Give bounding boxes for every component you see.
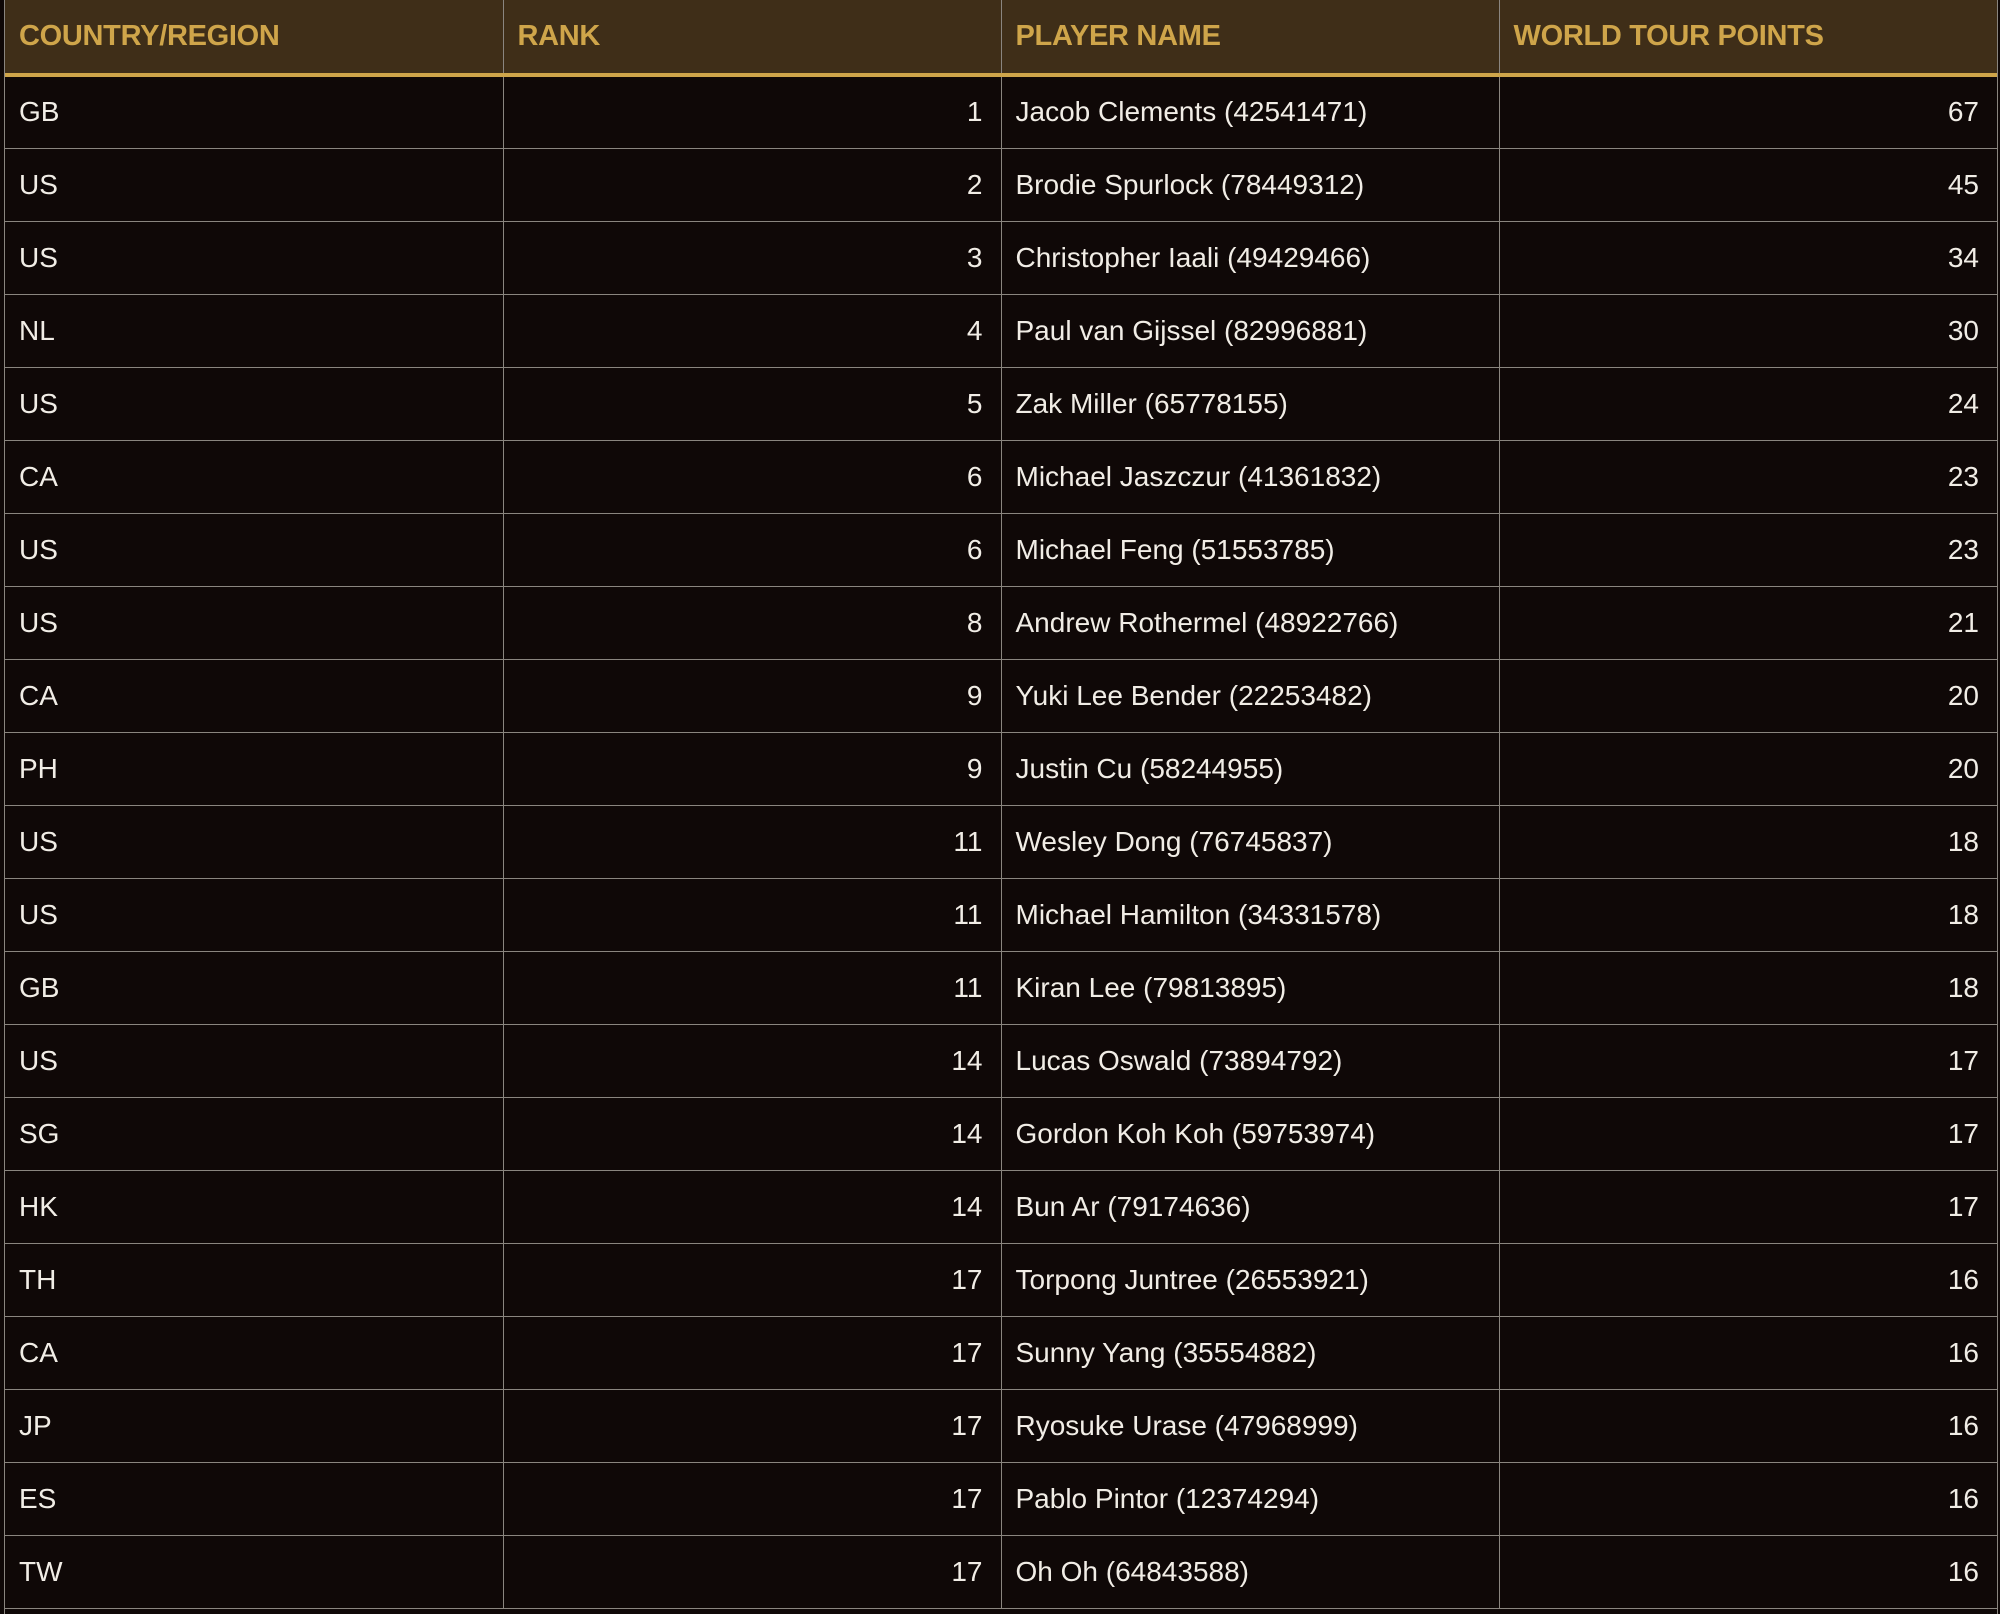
rank-cell: 3	[503, 221, 1001, 294]
country-cell: US	[5, 805, 503, 878]
header-player-name[interactable]: PLAYER NAME	[1001, 0, 1499, 75]
country-cell: CA	[5, 1316, 503, 1389]
country-cell: US	[5, 1024, 503, 1097]
points-cell: 16	[1499, 1243, 1997, 1316]
table-row	[5, 1243, 1997, 1316]
points-cell: 17	[1499, 1170, 1997, 1243]
points-cell: 24	[1499, 367, 1997, 440]
country-cell: PH	[5, 732, 503, 805]
player-name-cell: Pablo Pintor (12374294)	[1001, 1462, 1499, 1535]
country-cell: ES	[5, 1462, 503, 1535]
rank-cell: 17	[503, 1316, 1001, 1389]
player-name-cell: Justin Cu (58244955)	[1001, 732, 1499, 805]
country-cell: US	[5, 513, 503, 586]
points-cell: 21	[1499, 586, 1997, 659]
player-name-cell: Lucas Oswald (73894792)	[1001, 1024, 1499, 1097]
points-cell: 67	[1499, 75, 1997, 148]
country-cell: TW	[5, 1535, 503, 1608]
rank-cell: 6	[503, 440, 1001, 513]
country-cell: CA	[5, 440, 503, 513]
rank-cell: 14	[503, 1024, 1001, 1097]
table-row	[5, 805, 1997, 878]
rank-cell: 14	[503, 1097, 1001, 1170]
table-row	[5, 1316, 1997, 1389]
table-row	[5, 1024, 1997, 1097]
table-row	[5, 732, 1997, 805]
table-row	[5, 659, 1997, 732]
player-name-cell: Bun Ar (79174636)	[1001, 1170, 1499, 1243]
player-name-cell: Kiran Lee (79813895)	[1001, 951, 1499, 1024]
table-row	[5, 148, 1997, 221]
table-row	[5, 221, 1997, 294]
table-row	[5, 513, 1997, 586]
player-name-cell: Gordon Koh Koh (59753974)	[1001, 1097, 1499, 1170]
table-row	[5, 367, 1997, 440]
points-cell: 45	[1499, 148, 1997, 221]
points-cell: 17	[1499, 1097, 1997, 1170]
country-cell: GB	[5, 951, 503, 1024]
points-cell: 16	[1499, 1316, 1997, 1389]
table-row	[5, 1462, 1997, 1535]
points-cell: 20	[1499, 732, 1997, 805]
rank-cell: 17	[503, 1389, 1001, 1462]
rank-cell: 8	[503, 586, 1001, 659]
player-name-cell: Zak Miller (65778155)	[1001, 367, 1499, 440]
country-cell: HK	[5, 1170, 503, 1243]
rank-cell: 17	[503, 1243, 1001, 1316]
rank-cell: 11	[503, 951, 1001, 1024]
player-name-cell: Oh Oh (64843588)	[1001, 1535, 1499, 1608]
player-name-cell: Torpong Juntree (26553921)	[1001, 1243, 1499, 1316]
points-cell: 23	[1499, 513, 1997, 586]
rank-cell: 11	[503, 805, 1001, 878]
country-cell: SG	[5, 1097, 503, 1170]
rank-cell: 9	[503, 732, 1001, 805]
player-name-cell: Michael Feng (51553785)	[1001, 513, 1499, 586]
rank-cell: 11	[503, 878, 1001, 951]
points-cell: 18	[1499, 805, 1997, 878]
player-name-cell: Sunny Yang (35554882)	[1001, 1316, 1499, 1389]
points-cell: 16	[1499, 1462, 1997, 1535]
rank-cell: 17	[503, 1462, 1001, 1535]
points-cell: 30	[1499, 294, 1997, 367]
header-row	[5, 0, 1997, 75]
rankings-table	[5, 0, 1997, 1609]
table-row	[5, 440, 1997, 513]
table-row	[5, 586, 1997, 659]
player-name-cell: Brodie Spurlock (78449312)	[1001, 148, 1499, 221]
country-cell: US	[5, 367, 503, 440]
country-cell: CA	[5, 659, 503, 732]
player-name-cell: Jacob Clements (42541471)	[1001, 75, 1499, 148]
rank-cell: 1	[503, 75, 1001, 148]
rank-cell: 9	[503, 659, 1001, 732]
player-name-cell: Paul van Gijssel (82996881)	[1001, 294, 1499, 367]
country-cell: NL	[5, 294, 503, 367]
header-rank[interactable]: RANK	[503, 0, 1001, 75]
country-cell: US	[5, 586, 503, 659]
country-cell: TH	[5, 1243, 503, 1316]
points-cell: 23	[1499, 440, 1997, 513]
table-row	[5, 1170, 1997, 1243]
country-cell: JP	[5, 1389, 503, 1462]
header-world-tour-points[interactable]: WORLD TOUR POINTS	[1499, 0, 1997, 75]
player-name-cell: Ryosuke Urase (47968999)	[1001, 1389, 1499, 1462]
table-row	[5, 75, 1997, 148]
player-name-cell: Christopher Iaali (49429466)	[1001, 221, 1499, 294]
points-cell: 16	[1499, 1389, 1997, 1462]
points-cell: 17	[1499, 1024, 1997, 1097]
rankings-table-container	[4, 0, 1998, 1614]
player-name-cell: Andrew Rothermel (48922766)	[1001, 586, 1499, 659]
table-row	[5, 1097, 1997, 1170]
rank-cell: 2	[503, 148, 1001, 221]
header-country-region[interactable]: COUNTRY/REGION	[5, 0, 503, 75]
country-cell: GB	[5, 75, 503, 148]
rank-cell: 17	[503, 1535, 1001, 1608]
table-row	[5, 1535, 1997, 1608]
points-cell: 18	[1499, 878, 1997, 951]
table-row	[5, 294, 1997, 367]
rank-cell: 6	[503, 513, 1001, 586]
player-name-cell: Wesley Dong (76745837)	[1001, 805, 1499, 878]
player-name-cell: Michael Jaszczur (41361832)	[1001, 440, 1499, 513]
country-cell: US	[5, 878, 503, 951]
points-cell: 20	[1499, 659, 1997, 732]
table-body	[5, 75, 1997, 1608]
country-cell: US	[5, 148, 503, 221]
rank-cell: 5	[503, 367, 1001, 440]
points-cell: 34	[1499, 221, 1997, 294]
player-name-cell: Michael Hamilton (34331578)	[1001, 878, 1499, 951]
points-cell: 16	[1499, 1535, 1997, 1608]
table-row	[5, 951, 1997, 1024]
table-header	[5, 0, 1997, 75]
table-row	[5, 878, 1997, 951]
table-row	[5, 1389, 1997, 1462]
rank-cell: 4	[503, 294, 1001, 367]
player-name-cell: Yuki Lee Bender (22253482)	[1001, 659, 1499, 732]
rank-cell: 14	[503, 1170, 1001, 1243]
points-cell: 18	[1499, 951, 1997, 1024]
country-cell: US	[5, 221, 503, 294]
